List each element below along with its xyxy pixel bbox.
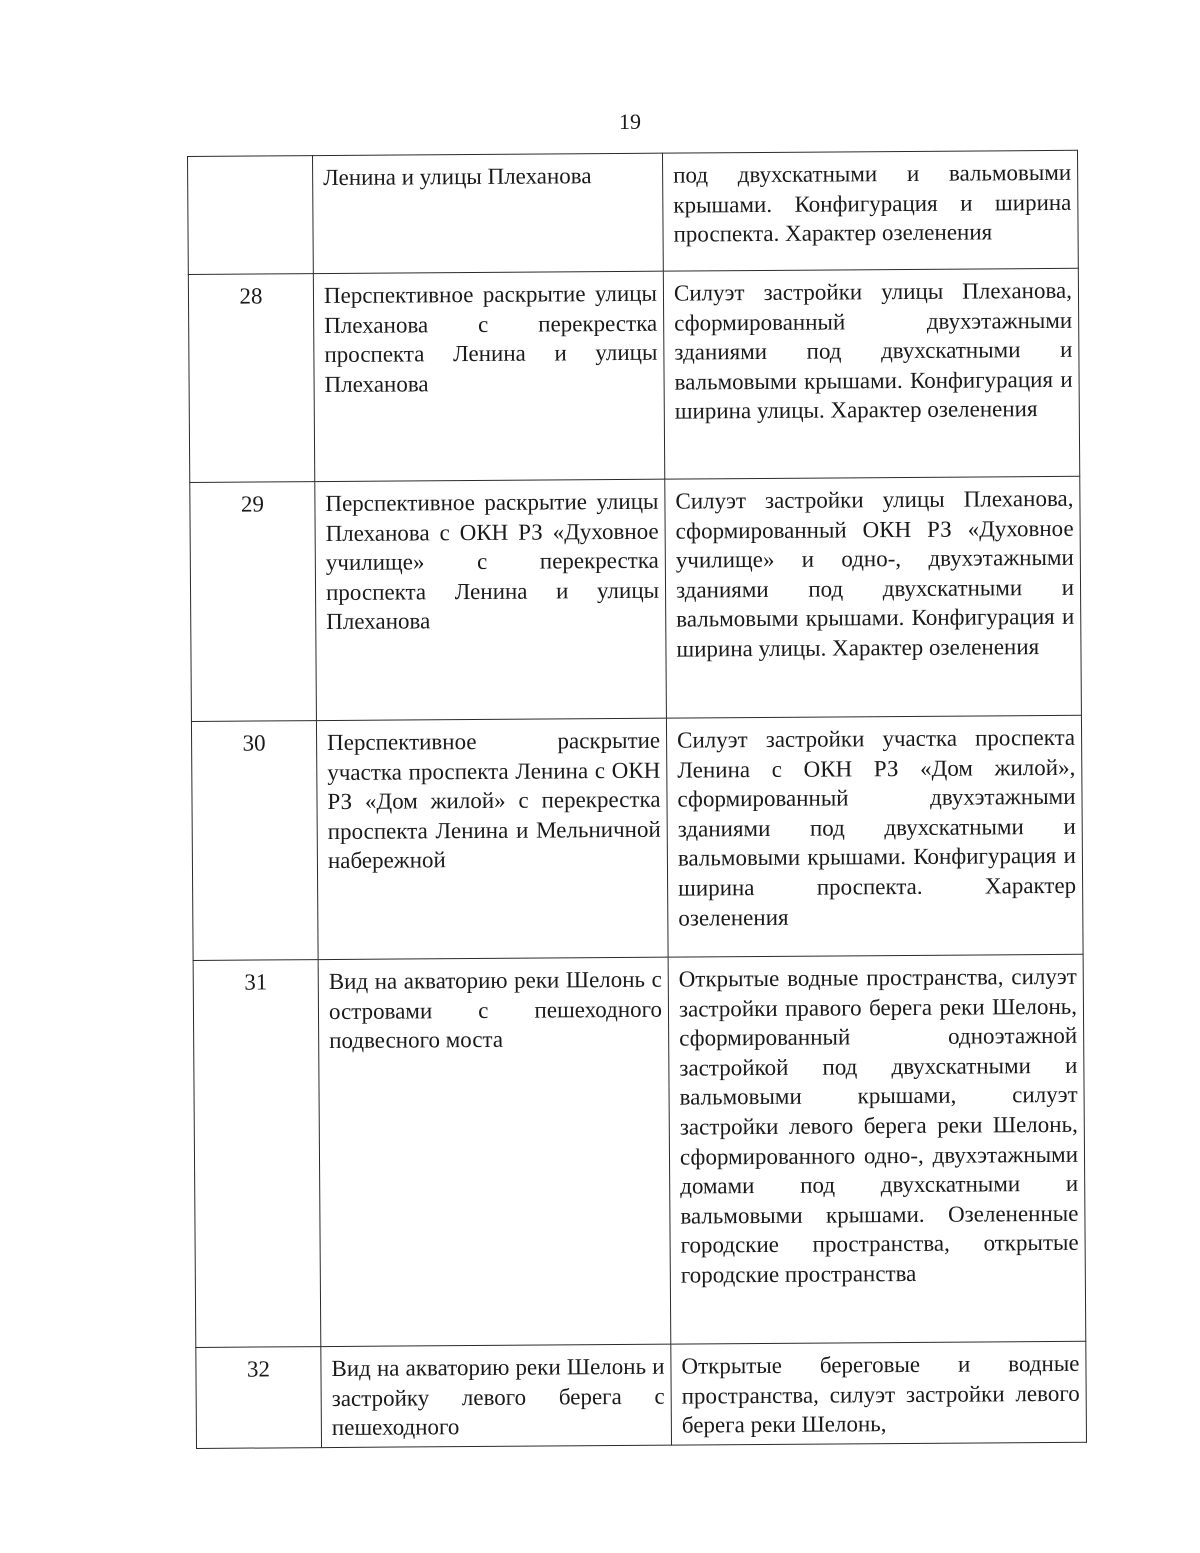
view-description-cell: Открытые береговые и водные пространства, силуэт застройки левого берега реки Шелонь,: [671, 1341, 1087, 1445]
viewpoints-table: [187, 150, 1087, 1449]
row-number: 30: [191, 721, 318, 961]
view-description-cell: Открытые водные пространства, силуэт застройки правого берега реки Шелонь, сформированный одноэтажной застройкой под двухскатными и вальмовыми крышами, силуэт застройки левого берега реки Шелонь, сформированного одно-, двухэтажными домами под двухскатными и вальмовыми крышами. Озелененные городские пространства, открытые городские пространства: [668, 954, 1086, 1344]
table-row: [188, 150, 1079, 274]
view-description-cell: Силуэт застройки участка проспекта Ленина с ОКН РЗ «Дом жилой», сформированный двухэтажными зданиями под двухскатными и вальмовыми крышами. Конфигурация и ширина проспекта. Характер озеленения: [666, 715, 1083, 957]
view-point-cell: Ленина и улицы Плеханова: [313, 153, 664, 273]
row-number: 31: [193, 960, 321, 1348]
view-description-cell: Силуэт застройки улицы Плеханова, сформированный ОКН РЗ «Духовное училище» и одно-, двухэтажными зданиями под двухскатными и вальмовыми крышами. Конфигурация и ширина улицы. Характер озеленения: [665, 476, 1082, 718]
view-description-cell: Силуэт застройки улицы Плеханова, сформированный двухэтажными зданиями под двухскатными и вальмовыми крышами. Конфигурация и ширина улицы. Характер озеленения: [663, 268, 1079, 479]
row-number: 28: [188, 274, 314, 483]
view-point-cell: Вид на акваторию реки Шелонь с островами с пешеходного подвесного моста: [318, 957, 671, 1346]
row-number: [188, 156, 314, 275]
view-point-cell: Перспективное раскрытие улицы Плеханова с ОКН РЗ «Духовное училище» с перекрестка проспекта Ленина и улицы Плеханова: [315, 479, 667, 720]
table-row: [190, 476, 1082, 721]
table-row: [196, 1341, 1087, 1448]
page-number: 19: [619, 109, 641, 134]
view-point-cell: Перспективное раскрытие участка проспекта Ленина с ОКН РЗ «Дом жилой» с перекрестка проспекта Ленина и Мельничной набережной: [316, 718, 668, 959]
row-number: 32: [196, 1347, 322, 1449]
table-row: [193, 954, 1086, 1347]
row-number: 29: [190, 482, 317, 722]
view-point-cell: Перспективное раскрытие улицы Плеханова с перекрестка проспекта Ленина и улицы Плеханова: [313, 271, 664, 481]
table-row: [188, 268, 1079, 482]
table-row: [191, 715, 1083, 960]
view-point-cell: Вид на акваторию реки Шелонь и застройку левого берега с пешеходного: [321, 1344, 672, 1447]
view-description-cell: под двухскатными и вальмовыми крышами. Конфигурация и ширина проспекта. Характер озеленения: [662, 150, 1078, 271]
